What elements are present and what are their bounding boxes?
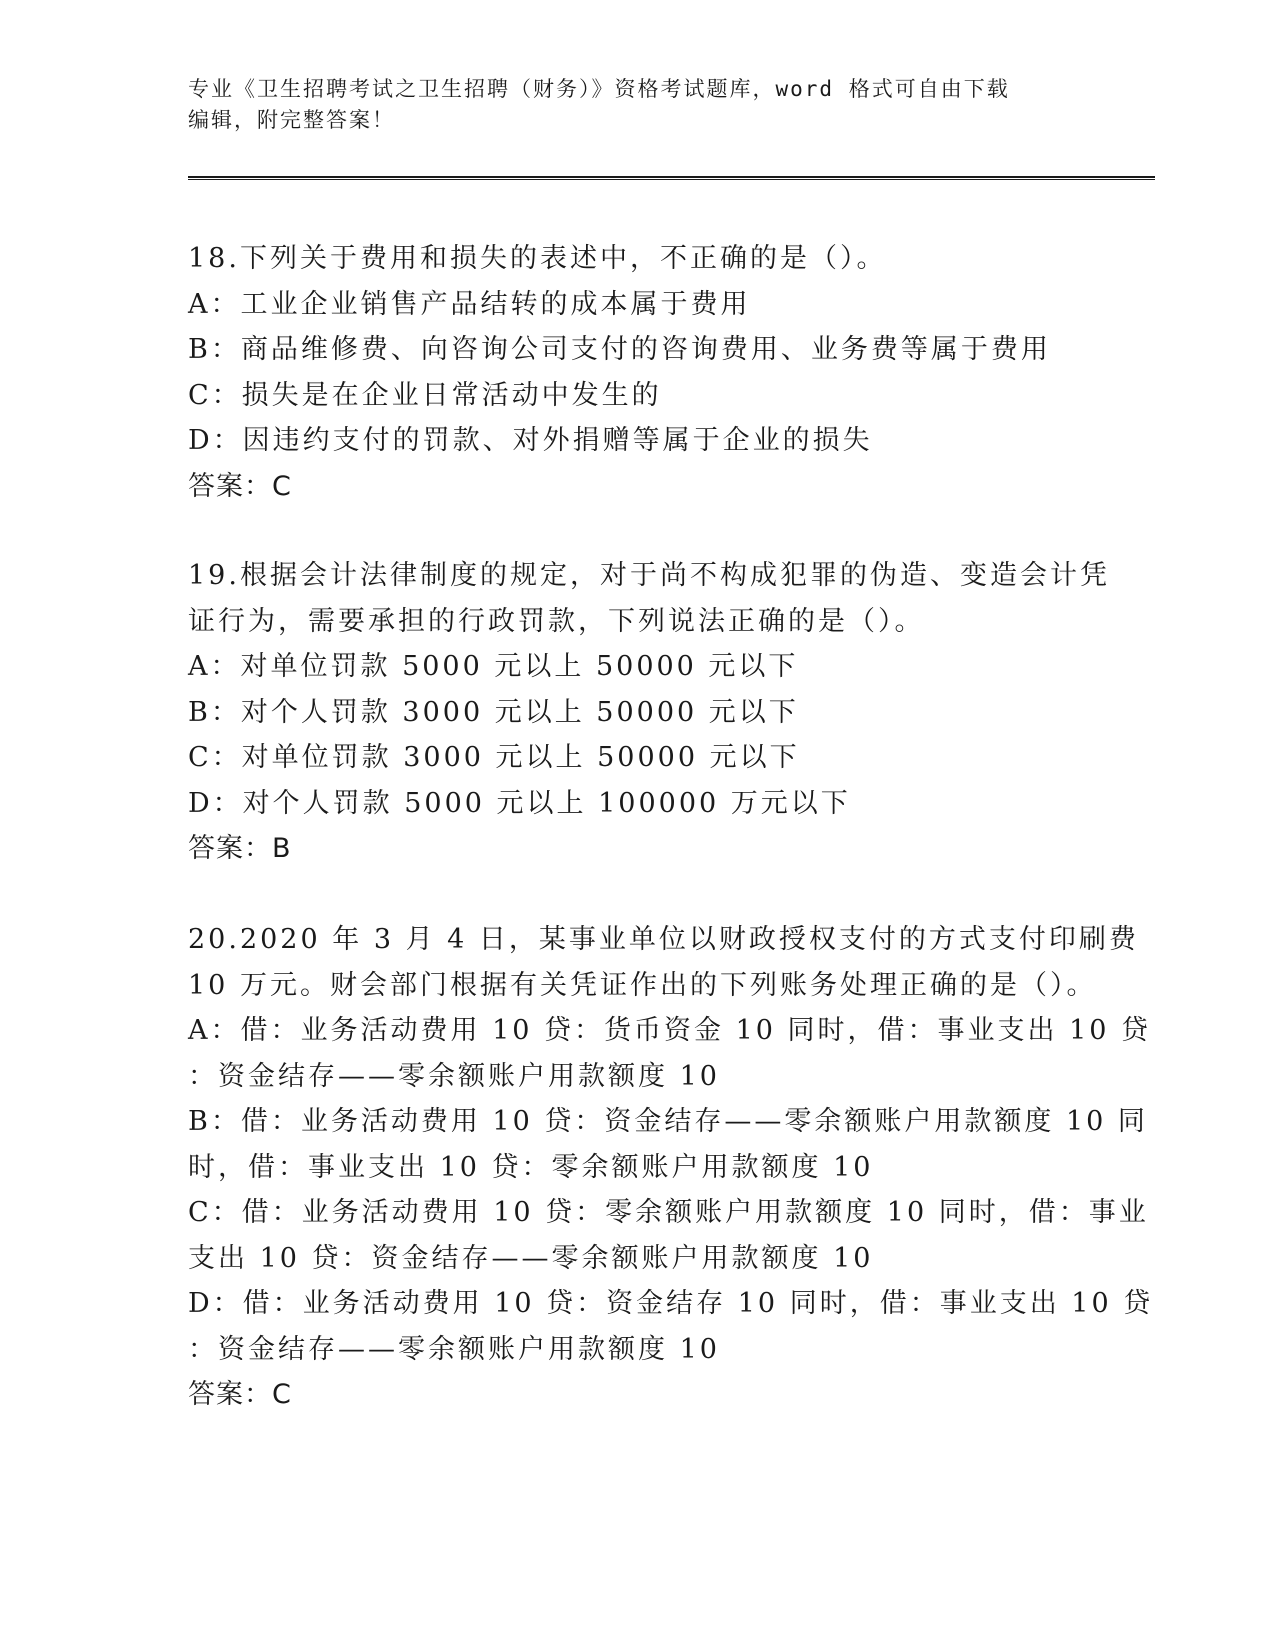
question-stem: 19.根据会计法律制度的规定，对于尚不构成犯罪的伪造、变造会计凭 [188, 560, 1110, 591]
option-d: D：因违约支付的罚款、对外捐赠等属于企业的损失 [188, 425, 873, 456]
option-c: C：借：业务活动费用 10 贷：零余额账户用款额度 10 同时，借：事业 [188, 1197, 1149, 1228]
option-b: B：借：业务活动费用 10 贷：资金结存——零余额账户用款额度 10 同 [188, 1106, 1148, 1137]
option-a: A：工业企业销售产品结转的成本属于费用 [188, 288, 751, 320]
option-a: A：对单位罚款 5000 元以上 50000 元以下 [188, 651, 799, 682]
question-stem-continued: 10 万元。财会部门根据有关凭证作出的下列账务处理正确的是（）。 [188, 969, 1097, 1001]
option-b-continued: 时，借：事业支出 10 贷：零余额账户用款额度 10 [188, 1151, 874, 1183]
option-c: C：损失是在企业日常活动中发生的 [188, 379, 662, 411]
option-b: B：对个人罚款 3000 元以上 50000 元以下 [188, 696, 799, 728]
header-line-2: 编辑，附完整答案！ [188, 108, 395, 132]
option-b: B：商品维修费、向咨询公司支付的咨询费用、业务费等属于费用 [188, 334, 1051, 365]
option-d: D：对个人罚款 5000 元以上 100000 万元以下 [188, 787, 851, 819]
question-19 [188, 553, 1110, 872]
header-divider [188, 176, 1155, 180]
document-header [188, 74, 1088, 136]
option-a: A：借：业务活动费用 10 贷：货币资金 10 同时，借：事业支出 10 贷 [188, 1015, 1152, 1046]
question-stem-continued: 证行为，需要承担的行政罚款，下列说法正确的是（）。 [188, 605, 925, 637]
option-d-continued: ：资金结存——零余额账户用款额度 10 [188, 1333, 720, 1365]
question-20 [188, 917, 1154, 1418]
option-c-continued: 支出 10 贷：资金结存——零余额账户用款额度 10 [188, 1242, 874, 1274]
question-stem: 20.2020 年 3 月 4 日，某事业单位以财政授权支付的方式支付印刷费 [188, 924, 1139, 955]
question-stem: 18.下列关于费用和损失的表述中，不正确的是（）。 [188, 243, 887, 274]
answer: 答案：C [188, 1379, 292, 1410]
option-c: C：对单位罚款 3000 元以上 50000 元以下 [188, 742, 800, 773]
option-d: D：借：业务活动费用 10 贷：资金结存 10 同时，借：事业支出 10 贷 [188, 1288, 1154, 1319]
answer: 答案：C [188, 470, 292, 502]
answer: 答案：B [188, 833, 292, 864]
option-a-continued: ：资金结存——零余额账户用款额度 10 [188, 1060, 720, 1092]
header-line-1: 专业《卫生招聘考试之卫生招聘（财务）》资格考试题库，word 格式可自由下载 [188, 77, 1010, 101]
question-18 [188, 236, 1088, 509]
